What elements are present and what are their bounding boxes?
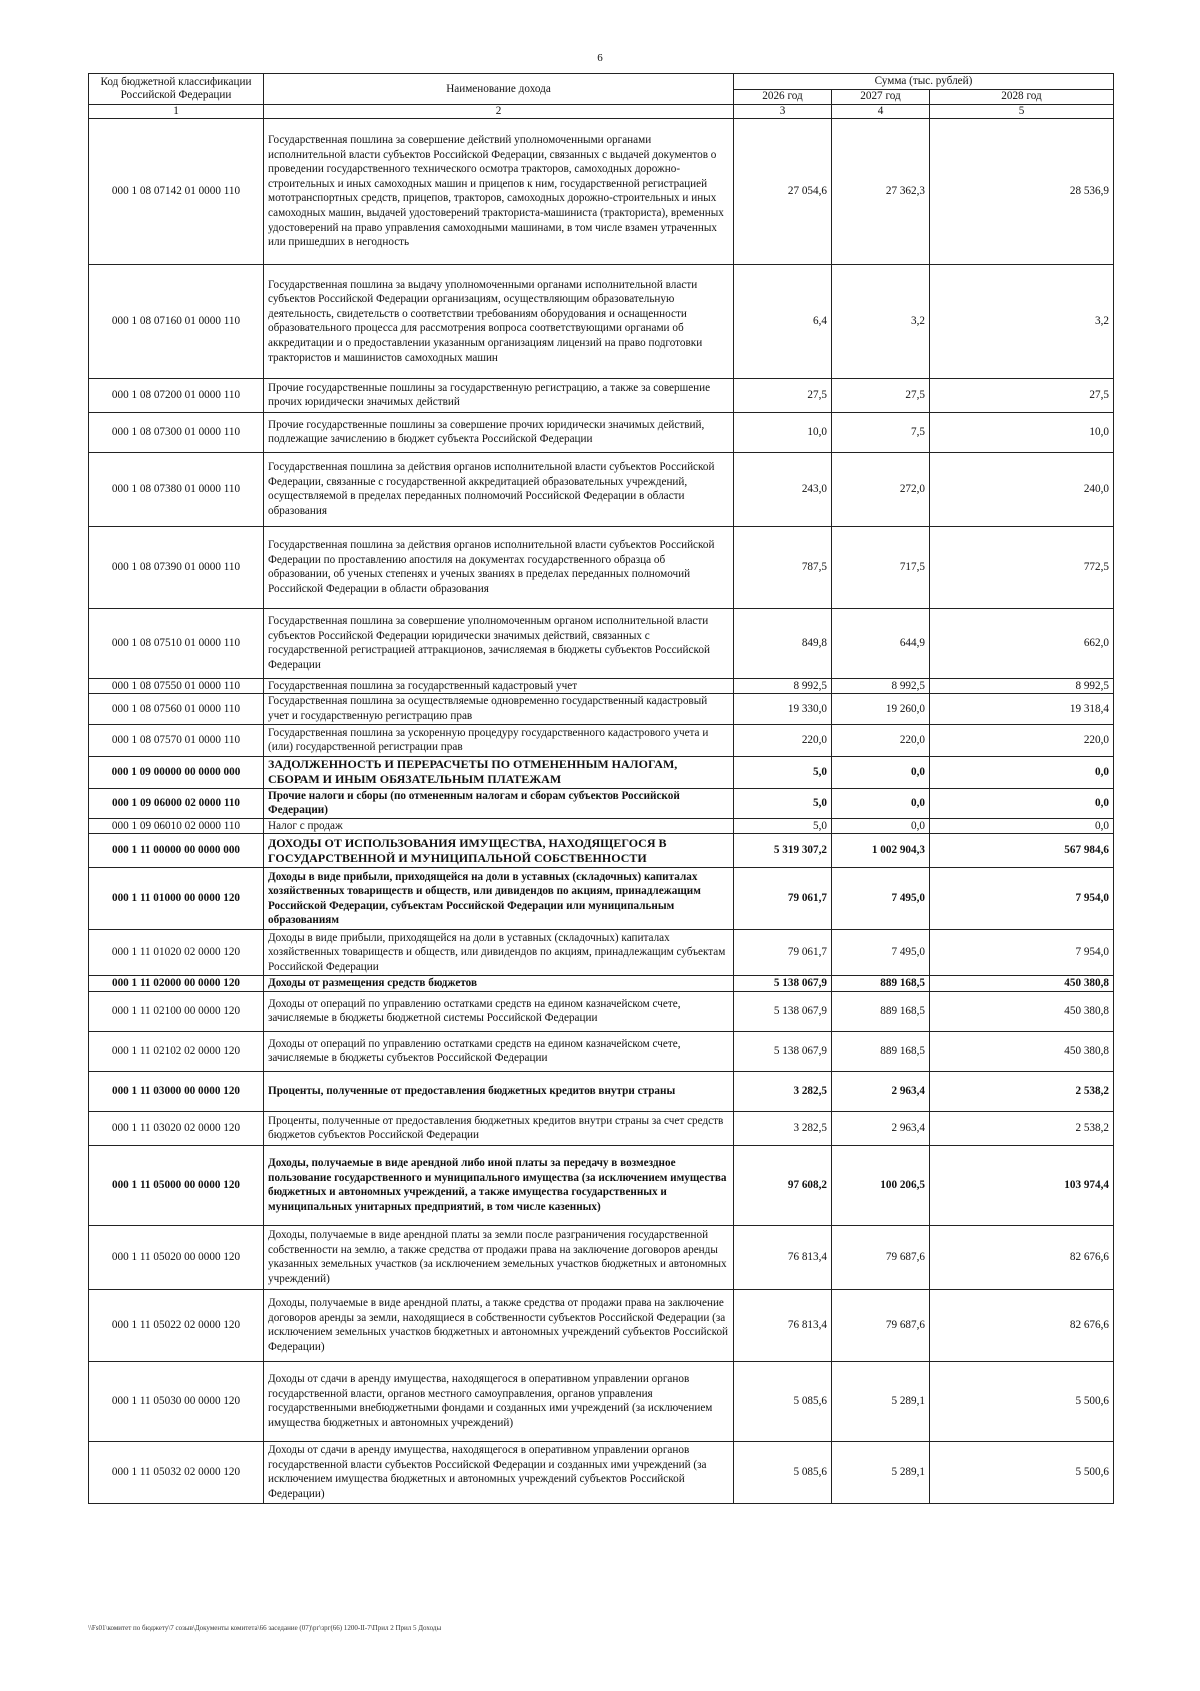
table-row — [89, 868, 1114, 930]
revenue-name-cell: Государственная пошлина за ускоренную процедуру государственного кадастрового учета и (или) государственной регистрации прав — [264, 724, 734, 756]
header-code: Код бюджетной классификации Российской Федерации — [89, 74, 264, 105]
revenue-name-cell: Доходы от размещения средств бюджетов — [264, 976, 734, 992]
amount-2026-cell: 5 138 067,9 — [734, 976, 832, 992]
budget-code-cell: 000 1 11 03000 00 0000 120 — [89, 1071, 264, 1111]
budget-code-cell: 000 1 11 00000 00 0000 000 — [89, 834, 264, 868]
amount-2028-cell: 8 992,5 — [930, 678, 1114, 694]
revenue-name-cell: ДОХОДЫ ОТ ИСПОЛЬЗОВАНИЯ ИМУЩЕСТВА, НАХОДЯЩЕГОСЯ В ГОСУДАРСТВЕННОЙ И МУНИЦИПАЛЬНОЙ СОБСТВЕННОСТИ — [264, 834, 734, 868]
amount-2028-cell: 0,0 — [930, 818, 1114, 834]
amount-2027-cell: 5 289,1 — [832, 1361, 930, 1441]
budget-code-cell: 000 1 08 07390 01 0000 110 — [89, 526, 264, 608]
budget-code-cell: 000 1 08 07570 01 0000 110 — [89, 724, 264, 756]
column-number-2: 2 — [264, 105, 734, 119]
amount-2026-cell: 27,5 — [734, 378, 832, 412]
amount-2028-cell: 82 676,6 — [930, 1289, 1114, 1361]
amount-2027-cell: 644,9 — [832, 608, 930, 678]
table-row — [89, 118, 1114, 264]
amount-2026-cell: 5,0 — [734, 756, 832, 788]
revenue-name-cell: Доходы от сдачи в аренду имущества, находящегося в оперативном управлении органов государственной власти субъектов Российской Федерации и созданных ими учреждений (за исключением имущества бюджетных и автономных учреждений субъектов Российской Федерации) — [264, 1441, 734, 1503]
table-row — [89, 378, 1114, 412]
revenue-name-cell: Доходы от сдачи в аренду имущества, находящегося в оперативном управлении органов государственной власти, органов местного самоуправления, органов управления государственными внебюджетными фондами и созданных ими учреждений (за исключением имущества бюджетных и автономных учреждений) — [264, 1361, 734, 1441]
table-row — [89, 1031, 1114, 1071]
amount-2028-cell: 19 318,4 — [930, 694, 1114, 724]
amount-2027-cell: 79 687,6 — [832, 1289, 930, 1361]
table-row — [89, 1111, 1114, 1145]
amount-2026-cell: 5 319 307,2 — [734, 834, 832, 868]
budget-code-cell: 000 1 08 07200 01 0000 110 — [89, 378, 264, 412]
amount-2026-cell: 3 282,5 — [734, 1111, 832, 1145]
budget-code-cell: 000 1 08 07560 01 0000 110 — [89, 694, 264, 724]
budget-code-cell: 000 1 11 05000 00 0000 120 — [89, 1145, 264, 1225]
amount-2026-cell: 76 813,4 — [734, 1289, 832, 1361]
table-row — [89, 1441, 1114, 1503]
amount-2028-cell: 5 500,6 — [930, 1441, 1114, 1503]
table-row — [89, 756, 1114, 788]
amount-2027-cell: 8 992,5 — [832, 678, 930, 694]
amount-2027-cell: 889 168,5 — [832, 1031, 930, 1071]
amount-2026-cell: 5 138 067,9 — [734, 1031, 832, 1071]
header-year-2027: 2027 год — [832, 89, 930, 105]
budget-code-cell: 000 1 08 07142 01 0000 110 — [89, 118, 264, 264]
revenue-name-cell: Прочие государственные пошлины за совершение прочих юридически значимых действий, подлежащие зачислению в бюджет субъекта Российской Федерации — [264, 412, 734, 452]
amount-2028-cell: 103 974,4 — [930, 1145, 1114, 1225]
budget-code-cell: 000 1 11 01000 00 0000 120 — [89, 868, 264, 930]
revenue-name-cell: Прочие государственные пошлины за государственную регистрацию, а также за совершение прочих юридически значимых действий — [264, 378, 734, 412]
amount-2027-cell: 19 260,0 — [832, 694, 930, 724]
table-row — [89, 724, 1114, 756]
budget-code-cell: 000 1 09 00000 00 0000 000 — [89, 756, 264, 788]
amount-2027-cell: 3,2 — [832, 264, 930, 378]
amount-2028-cell: 450 380,8 — [930, 976, 1114, 992]
amount-2028-cell: 2 538,2 — [930, 1111, 1114, 1145]
revenue-name-cell: Доходы, получаемые в виде арендной платы за земли после разграничения государственной собственности на землю, а также средства от продажи права на заключение договоров аренды указанных земельных участков (за исключением земельных участков бюджетных и автономных учреждений) — [264, 1225, 734, 1289]
amount-2028-cell: 5 500,6 — [930, 1361, 1114, 1441]
column-number-5: 5 — [930, 105, 1114, 119]
revenue-name-cell: Государственная пошлина за выдачу уполномоченными органами исполнительной власти субъектов Российской Федерации организациям, осуществляющим образовательную деятельность, свидетельств о соответствии требованиям оборудования и оснащенности образовательного процесса для рассмотрения вопроса соответствующими органами об аккредитации и о предоставлении указанным организациям лицензий на право подготовки трактористов и машинистов самоходных машин — [264, 264, 734, 378]
budget-code-cell: 000 1 11 02100 00 0000 120 — [89, 991, 264, 1031]
amount-2026-cell: 19 330,0 — [734, 694, 832, 724]
table-row — [89, 1361, 1114, 1441]
budget-code-cell: 000 1 08 07510 01 0000 110 — [89, 608, 264, 678]
amount-2027-cell: 79 687,6 — [832, 1225, 930, 1289]
table-body — [89, 118, 1114, 1503]
amount-2026-cell: 79 061,7 — [734, 868, 832, 930]
amount-2027-cell: 0,0 — [832, 788, 930, 818]
revenue-name-cell: Проценты, полученные от предоставления бюджетных кредитов внутри страны — [264, 1071, 734, 1111]
amount-2028-cell: 240,0 — [930, 452, 1114, 526]
budget-code-cell: 000 1 08 07160 01 0000 110 — [89, 264, 264, 378]
revenue-name-cell: Доходы от операций по управлению остатками средств на едином казначейском счете, зачисляемые в бюджеты бюджетной системы Российской Федерации — [264, 991, 734, 1031]
amount-2027-cell: 5 289,1 — [832, 1441, 930, 1503]
amount-2027-cell: 27 362,3 — [832, 118, 930, 264]
amount-2027-cell: 272,0 — [832, 452, 930, 526]
footer-file-path: \\Fs01\комитет по бюджету\7 созыв\Документы комитета\66 заседание (07)\рг\зрг(66) 1200-II-7\Прил 2 Прил 5 Доходы — [88, 1624, 442, 1632]
revenue-name-cell: Государственная пошлина за действия органов исполнительной власти субъектов Российской Федерации, связанные с государственной аккредитацией образовательных учреждений, осуществляемой в пределах переданных полномочий Российской Федерации в области образования — [264, 452, 734, 526]
amount-2028-cell: 10,0 — [930, 412, 1114, 452]
budget-code-cell: 000 1 11 05022 02 0000 120 — [89, 1289, 264, 1361]
header-row-numbers — [89, 105, 1114, 119]
amount-2027-cell: 889 168,5 — [832, 991, 930, 1031]
revenue-name-cell: Государственная пошлина за совершение действий уполномоченными органами исполнительной власти субъектов Российской Федерации, связанных с выдачей документов о проведении государственного технического осмотра тракторов, самоходных дорожно-строительных и иных самоходных машин и прицепов к ним, государственной регистрацией мототранспортных средств, прицепов, тракторов, самоходных дорожно-строительных и иных самоходных машин, выдачей удостоверений тракториста-машиниста (тракториста), временных удостоверений на право управления самоходными машинами, в том числе взамен утраченных или пришедших в негодность — [264, 118, 734, 264]
revenue-name-cell: Государственная пошлина за действия органов исполнительной власти субъектов Российской Федерации по проставлению апостиля на документах государственного образца об образовании, об ученых степенях и ученых званиях в пределах переданных полномочий Российской Федерации в области образования — [264, 526, 734, 608]
amount-2028-cell: 82 676,6 — [930, 1225, 1114, 1289]
amount-2027-cell: 27,5 — [832, 378, 930, 412]
budget-code-cell: 000 1 11 01020 02 0000 120 — [89, 930, 264, 976]
revenue-name-cell: ЗАДОЛЖЕННОСТЬ И ПЕРЕРАСЧЕТЫ ПО ОТМЕНЕННЫМ НАЛОГАМ, СБОРАМ И ИНЫМ ОБЯЗАТЕЛЬНЫМ ПЛАТЕЖАМ — [264, 756, 734, 788]
amount-2028-cell: 3,2 — [930, 264, 1114, 378]
table-row — [89, 788, 1114, 818]
revenue-name-cell: Государственная пошлина за совершение уполномоченным органом исполнительной власти субъектов Российской Федерации юридически значимых действий, связанных с государственной регистрацией аттракционов, зачисляемая в бюджеты субъектов Российской Федерации — [264, 608, 734, 678]
header-row-titles — [89, 74, 1114, 90]
amount-2027-cell: 717,5 — [832, 526, 930, 608]
revenue-name-cell: Доходы в виде прибыли, приходящейся на доли в уставных (складочных) капиталах хозяйственных товариществ и обществ, или дивидендов по акциям, принадлежащим субъектам Российской Федерации — [264, 930, 734, 976]
amount-2028-cell: 7 954,0 — [930, 930, 1114, 976]
amount-2026-cell: 243,0 — [734, 452, 832, 526]
amount-2026-cell: 5 085,6 — [734, 1441, 832, 1503]
table-row — [89, 678, 1114, 694]
amount-2026-cell: 787,5 — [734, 526, 832, 608]
revenue-name-cell: Доходы от операций по управлению остатками средств на едином казначейском счете, зачисляемые в бюджеты субъектов Российской Федерации — [264, 1031, 734, 1071]
amount-2026-cell: 76 813,4 — [734, 1225, 832, 1289]
amount-2026-cell: 5 138 067,9 — [734, 991, 832, 1031]
table-row — [89, 834, 1114, 868]
budget-code-cell: 000 1 08 07380 01 0000 110 — [89, 452, 264, 526]
amount-2028-cell: 2 538,2 — [930, 1071, 1114, 1111]
amount-2026-cell: 97 608,2 — [734, 1145, 832, 1225]
header-year-2028: 2028 год — [930, 89, 1114, 105]
amount-2028-cell: 27,5 — [930, 378, 1114, 412]
amount-2028-cell: 662,0 — [930, 608, 1114, 678]
amount-2028-cell: 28 536,9 — [930, 118, 1114, 264]
amount-2027-cell: 0,0 — [832, 756, 930, 788]
amount-2028-cell: 450 380,8 — [930, 1031, 1114, 1071]
revenue-name-cell: Государственная пошлина за осуществляемые одновременно государственный кадастровый учет и государственную регистрацию прав — [264, 694, 734, 724]
budget-code-cell: 000 1 11 05020 00 0000 120 — [89, 1225, 264, 1289]
amount-2026-cell: 27 054,6 — [734, 118, 832, 264]
table-row — [89, 991, 1114, 1031]
amount-2027-cell: 889 168,5 — [832, 976, 930, 992]
amount-2027-cell: 0,0 — [832, 818, 930, 834]
table-row — [89, 818, 1114, 834]
revenue-name-cell: Прочие налоги и сборы (по отмененным налогам и сборам субъектов Российской Федерации) — [264, 788, 734, 818]
budget-code-cell: 000 1 11 03020 02 0000 120 — [89, 1111, 264, 1145]
table-row — [89, 1071, 1114, 1111]
budget-code-cell: 000 1 11 02102 02 0000 120 — [89, 1031, 264, 1071]
amount-2027-cell: 7 495,0 — [832, 868, 930, 930]
amount-2026-cell: 5,0 — [734, 788, 832, 818]
amount-2026-cell: 220,0 — [734, 724, 832, 756]
budget-code-cell: 000 1 11 05030 00 0000 120 — [89, 1361, 264, 1441]
table-row — [89, 694, 1114, 724]
amount-2028-cell: 450 380,8 — [930, 991, 1114, 1031]
column-number-1: 1 — [89, 105, 264, 119]
table-row — [89, 1225, 1114, 1289]
amount-2026-cell: 8 992,5 — [734, 678, 832, 694]
amount-2027-cell: 220,0 — [832, 724, 930, 756]
revenue-name-cell: Проценты, полученные от предоставления бюджетных кредитов внутри страны за счет средств бюджетов субъектов Российской Федерации — [264, 1111, 734, 1145]
table-row — [89, 1145, 1114, 1225]
revenue-name-cell: Налог с продаж — [264, 818, 734, 834]
amount-2027-cell: 7 495,0 — [832, 930, 930, 976]
amount-2026-cell: 6,4 — [734, 264, 832, 378]
revenue-name-cell: Государственная пошлина за государственный кадастровый учет — [264, 678, 734, 694]
revenue-name-cell: Доходы в виде прибыли, приходящейся на доли в уставных (складочных) капиталах хозяйственных товариществ и обществ, или дивидендов по акциям, принадлежащим Российской Федерации, субъектам Российской Федерации или муниципальным образованиям — [264, 868, 734, 930]
header-year-2026: 2026 год — [734, 89, 832, 105]
header-name: Наименование дохода — [264, 74, 734, 105]
revenue-name-cell: Доходы, получаемые в виде арендной либо иной платы за передачу в возмездное пользование государственного и муниципального имущества (за исключением имущества бюджетных и автономных учреждений, а также имущества государственных и муниципальных унитарных предприятий, в том числе казенных) — [264, 1145, 734, 1225]
amount-2027-cell: 2 963,4 — [832, 1111, 930, 1145]
budget-code-cell: 000 1 08 07300 01 0000 110 — [89, 412, 264, 452]
table-row — [89, 412, 1114, 452]
amount-2028-cell: 567 984,6 — [930, 834, 1114, 868]
amount-2026-cell: 10,0 — [734, 412, 832, 452]
budget-code-cell: 000 1 08 07550 01 0000 110 — [89, 678, 264, 694]
amount-2028-cell: 220,0 — [930, 724, 1114, 756]
amount-2027-cell: 7,5 — [832, 412, 930, 452]
amount-2026-cell: 849,8 — [734, 608, 832, 678]
amount-2026-cell: 3 282,5 — [734, 1071, 832, 1111]
amount-2027-cell: 2 963,4 — [832, 1071, 930, 1111]
budget-code-cell: 000 1 11 05032 02 0000 120 — [89, 1441, 264, 1503]
amount-2027-cell: 1 002 904,3 — [832, 834, 930, 868]
amount-2027-cell: 100 206,5 — [832, 1145, 930, 1225]
column-number-4: 4 — [832, 105, 930, 119]
amount-2026-cell: 5,0 — [734, 818, 832, 834]
amount-2028-cell: 0,0 — [930, 788, 1114, 818]
table-row — [89, 1289, 1114, 1361]
table-row — [89, 264, 1114, 378]
revenue-table — [88, 73, 1114, 1504]
table-row — [89, 608, 1114, 678]
budget-code-cell: 000 1 09 06010 02 0000 110 — [89, 818, 264, 834]
budget-code-cell: 000 1 11 02000 00 0000 120 — [89, 976, 264, 992]
amount-2028-cell: 7 954,0 — [930, 868, 1114, 930]
amount-2026-cell: 79 061,7 — [734, 930, 832, 976]
table-row — [89, 452, 1114, 526]
page-number: 6 — [597, 52, 603, 64]
header-sum: Сумма (тыс. рублей) — [734, 74, 1114, 90]
revenue-name-cell: Доходы, получаемые в виде арендной платы, а также средства от продажи права на заключение договоров аренды за земли, находящиеся в собственности субъектов Российской Федерации (за исключением земельных участков бюджетных и автономных учреждений субъектов Российской Федерации) — [264, 1289, 734, 1361]
amount-2028-cell: 0,0 — [930, 756, 1114, 788]
amount-2028-cell: 772,5 — [930, 526, 1114, 608]
column-number-3: 3 — [734, 105, 832, 119]
table-row — [89, 526, 1114, 608]
table-row — [89, 976, 1114, 992]
table-row — [89, 930, 1114, 976]
budget-code-cell: 000 1 09 06000 02 0000 110 — [89, 788, 264, 818]
amount-2026-cell: 5 085,6 — [734, 1361, 832, 1441]
